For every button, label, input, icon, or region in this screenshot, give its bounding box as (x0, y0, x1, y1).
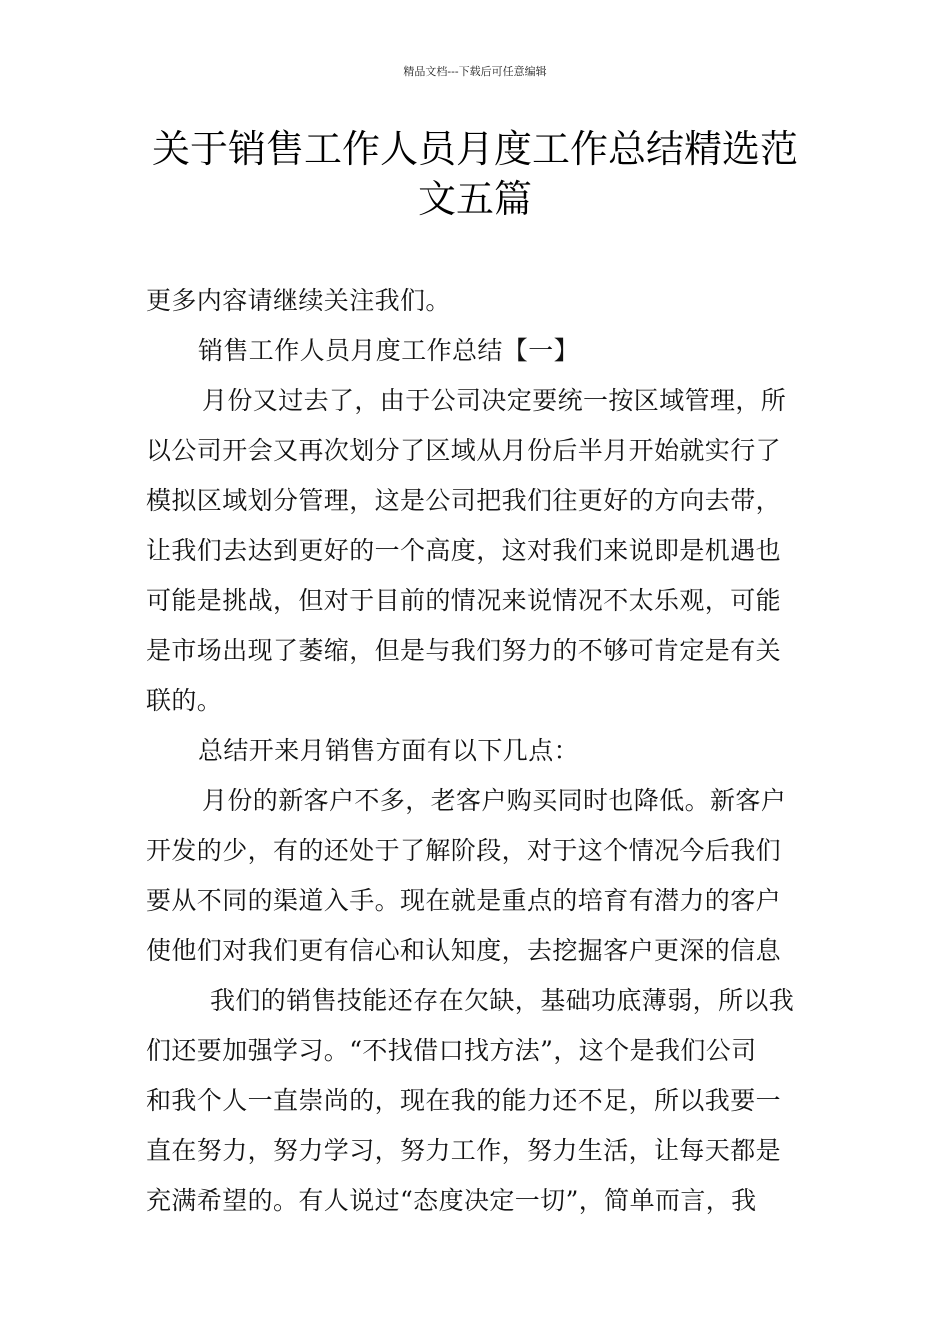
paragraph-line: 我们的销售技能还存在欠缺，基础功底薄弱，所以我 (210, 986, 795, 1015)
paragraph-line: 月份的新客户不多，老客户购买同时也降低。新客户 (202, 786, 787, 815)
title-line: 文五篇 (417, 177, 532, 221)
paragraph-line: 月份又过去了，由于公司决定要统一按区域管理，所 (202, 386, 787, 415)
document-body (146, 276, 836, 1226)
title-line: 关于销售工作人员月度工作总结精选范 (151, 127, 798, 171)
paragraph-line: 让我们去达到更好的一个高度，这对我们来说即是机遇也 (146, 536, 782, 565)
paragraph-line: 开发的少，有的还处于了解阶段，对于这个情况今后我们 (146, 836, 782, 865)
intro-line: 更多内容请继续关注我们。 (146, 286, 451, 315)
paragraph-line: 以公司开会又再次划分了区域从月份后半月开始就实行了 (146, 436, 782, 465)
paragraph-line: 直在努力，努力学习，努力工作，努力生活，让每天都是 (146, 1136, 782, 1165)
page-header: 精品文档---下载后可任意编辑 (403, 65, 547, 78)
section-heading: 销售工作人员月度工作总结【一】 (198, 336, 580, 365)
paragraph-line: 和我个人一直崇尚的，现在我的能力还不足，所以我要一 (146, 1086, 782, 1115)
paragraph-line: 联的。 (146, 686, 223, 715)
paragraph-line: 是市场出现了萎缩，但是与我们努力的不够可肯定是有关 (146, 636, 782, 665)
paragraph-line: 们还要加强学习。“不找借口找方法”，这个是我们公司 (146, 1036, 757, 1065)
paragraph-line: 要从不同的渠道入手。现在就是重点的培育有潜力的客户 (146, 886, 782, 915)
document-title (100, 124, 850, 224)
paragraph-line: 可能是挑战，但对于目前的情况来说情况不太乐观，可能 (146, 586, 782, 615)
paragraph-line: 充满希望的。有人说过“态度决定一切”，简单而言，我 (146, 1186, 757, 1215)
paragraph-line: 使他们对我们更有信心和认知度，去挖掘客户更深的信息 (146, 936, 782, 965)
paragraph-line: 总结开来月销售方面有以下几点： (198, 736, 580, 765)
paragraph-line: 模拟区域划分管理，这是公司把我们往更好的方向去带， (146, 486, 782, 515)
